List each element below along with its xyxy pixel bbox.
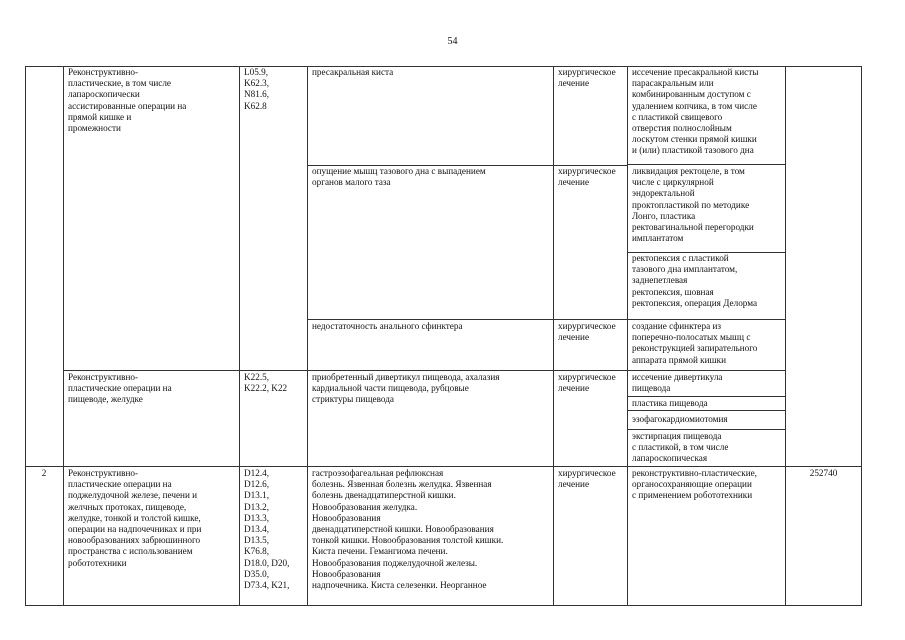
icd-codes-cell: D12.4, D12.6, D13.1, D13.2, D13.3, D13.4, D13.5, K76.8, D18.0, D20, D35.0, D73.4, K21, — [244, 468, 290, 591]
row-divider — [627, 396, 785, 397]
treatment-type-cell: хирургическое лечение — [558, 372, 616, 394]
column-divider — [785, 66, 786, 606]
price-cell: 252740 — [809, 468, 838, 478]
icd-codes-cell: L05.9, K62.3, N81.6, K62.8 — [244, 67, 270, 111]
treatment-method-cell: ректопексия с пластикой тазового дна имплантатом, заднепетлевая ректопексия, шовная ректопексия, операция Делорма — [632, 253, 758, 308]
treatment-method-cell: пластика пищевода — [632, 398, 708, 408]
patient-model-cell: недостаточность анального сфинктера — [312, 321, 463, 331]
treatment-type-cell: хирургическое лечение — [558, 321, 616, 343]
column-divider — [307, 66, 308, 606]
treatment-method-cell: создание сфинктера из поперечно-полосатых мышц с реконструкцией запирательного аппарата прямой кишки — [632, 321, 758, 365]
row-divider — [307, 319, 785, 320]
treatment-type-cell: хирургическое лечение — [558, 468, 616, 490]
table-border-bottom — [25, 605, 861, 606]
patient-model-cell: приобретенный дивертикул пищевода, ахалазия кардиальной части пищевода, рубцовые стриктуры пищевода — [312, 372, 500, 405]
column-divider — [63, 66, 64, 606]
page-number: 54 — [447, 36, 458, 47]
column-divider — [627, 66, 628, 606]
treatment-method-cell: ликвидация ректоцеле, в том числе с циркулярной эндоректальной проктопластикой по методике Лонго, пластика ректовагинальной перегородки имплантатом — [632, 166, 754, 244]
row-divider — [627, 429, 785, 430]
treatment-type-cell: хирургическое лечение — [558, 67, 616, 89]
patient-model-cell: гастроэзофагеальная рефлюксная болезнь. Язвенная болезнь желудка. Язвенная болезнь двенадцатиперстной кишки. Новообразования желудка. Новообразования двенадцатиперстной кишки. Новообразования тонкой кишки. Новообразования толстой кишки. Киста печени. Гемангиома печени. Новообразования поджелудочной железы. Новообразования надпочечника. Киста селезенки. Неорганное — [312, 468, 504, 591]
row-number-cell: 2 — [41, 468, 47, 478]
row-divider — [627, 164, 785, 165]
column-divider — [553, 66, 554, 606]
treatment-method-cell: реконструктивно-пластические, органосохраняющие операции с применением робототехники — [632, 468, 757, 501]
row-divider — [627, 410, 785, 411]
treatment-method-cell: эзофагокардиомиотомия — [632, 414, 728, 424]
row-divider — [25, 466, 861, 467]
profile-name-cell: Реконструктивно- пластические операции на поджелудочной железе, печени и желчных протоках, пищеводе, желудке, тонкой и толстой кишке, операции на надпочечниках и при новообразованиях забрюшинного пространства с использованием робототехники — [68, 468, 202, 568]
patient-model-cell: пресакральная киста — [312, 67, 394, 77]
treatment-method-cell: иссечение пресакральной кисты парасакральным или комбинированным доступом с удалением копчика, в том числе с пластикой свищевого отверстия полнослойным лоскутом стенки прямой кишки и (или) пластикой тазового дна — [632, 67, 759, 156]
table-border-left — [25, 66, 26, 606]
row-divider — [63, 370, 785, 371]
profile-name-cell: Реконструктивно- пластические, в том числе лапароскопически ассистированные операции на прямой кишке и промежности — [68, 67, 187, 134]
treatment-type-cell: хирургическое лечение — [558, 166, 616, 188]
treatment-method-cell: иссечение дивертикула пищевода — [632, 372, 723, 394]
icd-codes-cell: K22.5, K22.2, K22 — [244, 372, 288, 394]
treatment-method-cell: экстирпация пищевода с пластикой, в том числе лапароскопическая — [632, 431, 729, 464]
column-divider — [239, 66, 240, 606]
profile-name-cell: Реконструктивно- пластические операции на пищеводе, желудке — [68, 372, 172, 405]
patient-model-cell: опущение мышц тазового дна с выпадением органов малого таза — [312, 166, 486, 188]
table-border-right — [861, 66, 862, 606]
